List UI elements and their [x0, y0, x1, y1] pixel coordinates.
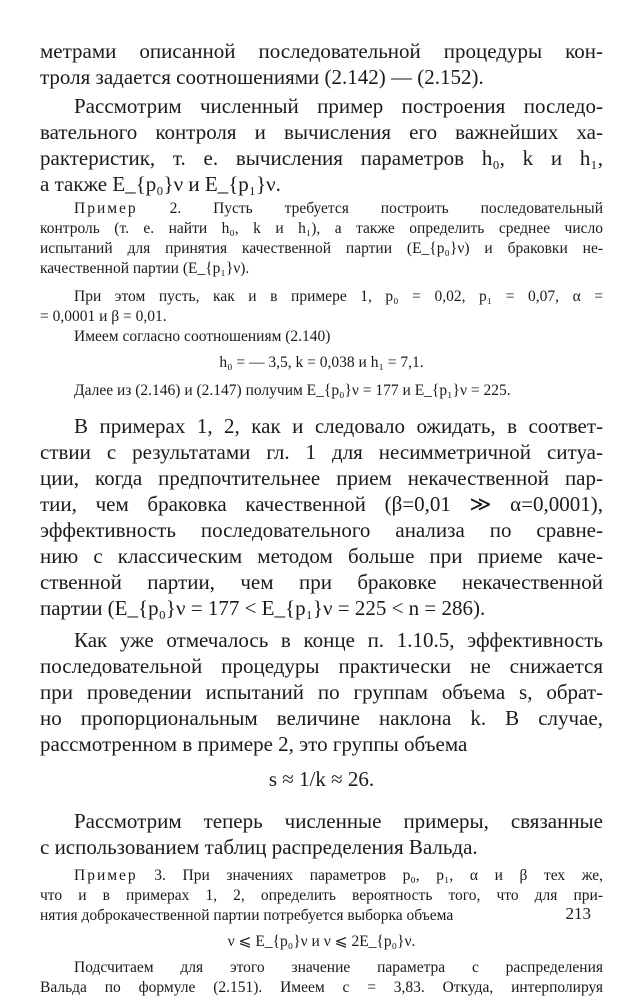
text-line: партии (E_{p₀}ν = 177 < E_{p₁}ν = 225 < n = 286).: [40, 596, 486, 620]
text-line: рассмотренном в примере 2, это группы объема: [40, 732, 468, 756]
formula-sample-size: ν ⩽ E_{p₀}ν и ν ⩽ 2E_{p₀}ν.: [227, 933, 416, 950]
text-line: = 0,0001 и β = 0,01.: [40, 308, 167, 325]
text-line: Рассмотрим теперь численные примеры, связанные: [74, 809, 603, 833]
text-line: рактеристик, т. е. вычисления параметров h₀, k и h₁,: [40, 146, 603, 170]
example-label: Пример: [74, 200, 138, 217]
text-line: что и в примерах 1, 2, определить вероятность того, что для при-: [40, 887, 603, 904]
text-line: но пропорциональным величине наклона k. В случае,: [40, 706, 603, 730]
text-line: с использованием таблиц распределения Вальда.: [40, 835, 478, 859]
text-line: а также E_{p₀}ν и E_{p₁}ν.: [40, 172, 281, 196]
text-line: ственной партии, чем при браковке некачественной: [40, 570, 603, 594]
text-line: троля задается соотношениями (2.142) — (2.152).: [40, 65, 484, 89]
text-line: ствии с результатами гл. 1 для несимметричной ситуа-: [40, 440, 603, 464]
text-line: нятия доброкачественной партии потребуется выборка объема: [40, 907, 454, 924]
example-label: Пример: [74, 867, 138, 884]
example-heading-line: [74, 199, 603, 219]
text-line: Подсчитаем для этого значение параметра c распределения: [74, 959, 603, 976]
example-text: 2. Пусть требуется построить последовательный: [137, 200, 603, 217]
text-line: эффективность последовательного анализа по сравне-: [40, 518, 603, 542]
text-line: Далее из (2.146) и (2.147) получим E_{p₀}ν = 177 и E_{p₁}ν = 225.: [74, 382, 511, 399]
text-line: метрами описанной последовательной процедуры кон-: [40, 39, 603, 63]
text-line: при проведении испытаний по группам объема s, обрат-: [40, 680, 603, 704]
text-line: Как уже отмечалось в конце п. 1.10.5, эффективность: [74, 628, 603, 652]
example-heading-line: [74, 866, 603, 886]
text-line: качественной партии (E_{p₁}ν).: [40, 260, 250, 277]
text-line: В примерах 1, 2, как и следовало ожидать, в соответ-: [74, 414, 603, 438]
text-line: Рассмотрим численный пример построения последо-: [74, 94, 603, 118]
text-line: нию с классическим методом больше при приеме каче-: [40, 544, 603, 568]
example-text: 3. При значениях параметров p₀, p₁, α и β тех же,: [137, 867, 603, 884]
formula-parameters: h₀ = — 3,5, k = 0,038 и h₁ = 7,1.: [219, 354, 424, 371]
text-line: вательного контроля и вычисления его важнейших ха-: [40, 120, 603, 144]
text-line: Имеем согласно соотношениям (2.140): [74, 328, 331, 345]
text-line: Вальда по формуле (2.151). Имеем c = 3,83. Откуда, интерполируя: [40, 979, 603, 996]
text-line: испытаний для принятия качественной партии (E_{p₀}ν) и браковки не-: [40, 240, 603, 257]
text-line: контроль (т. е. найти h₀, k и h₁), а также определить среднее число: [40, 220, 603, 237]
text-line: ции, когда предпочтительнее прием некачественной пар-: [40, 466, 603, 490]
text-line: При этом пусть, как и в примере 1, p₀ = 0,02, p₁ = 0,07, α =: [74, 288, 603, 305]
page-number: 213: [565, 904, 591, 923]
text-line: тии, чем браковка качественной (β=0,01 ≫ α=0,0001),: [40, 492, 603, 516]
text-line: последовательной процедуры практически не снижается: [40, 654, 603, 678]
formula-group-size: s ≈ 1/k ≈ 26.: [268, 767, 375, 791]
